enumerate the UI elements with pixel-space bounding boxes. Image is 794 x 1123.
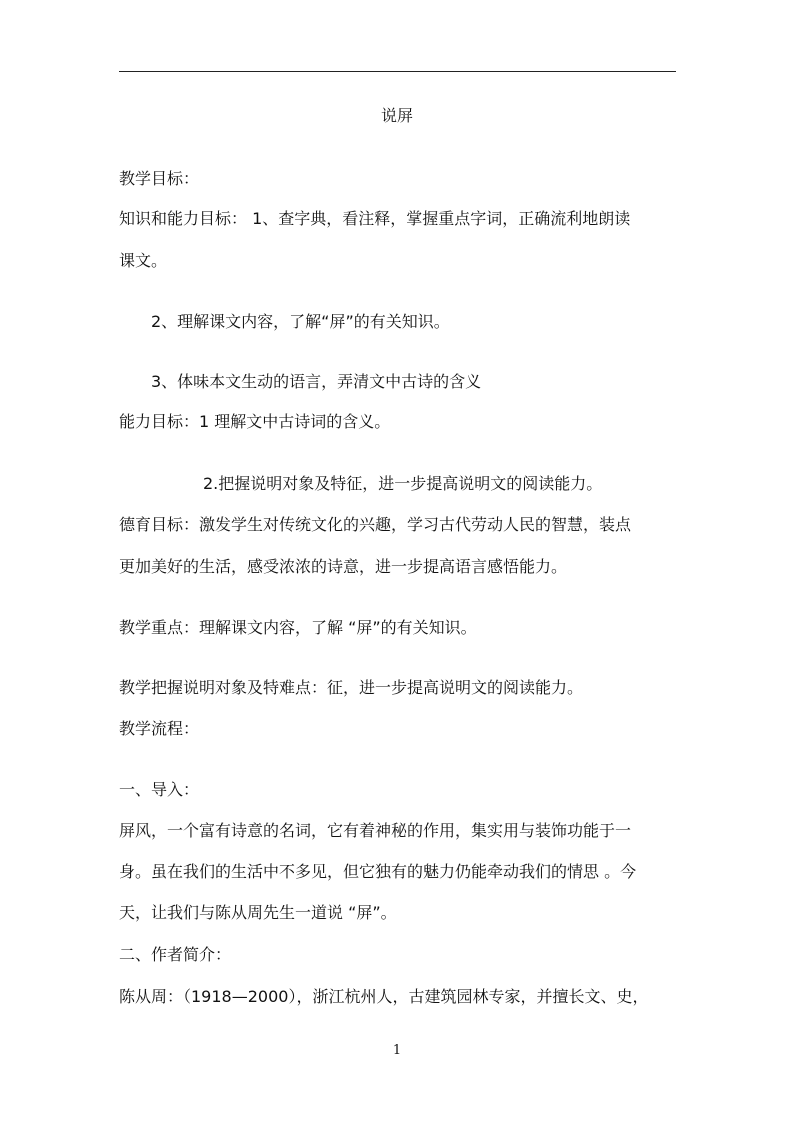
section-heading-teaching-flow: 教学流程： — [119, 719, 200, 738]
paragraph-line: 3、体味本文生动的语言，弄清文中古诗的含义 — [151, 372, 482, 391]
paragraph-line: 课文。 — [119, 251, 168, 270]
page-number: 1 — [392, 1043, 402, 1058]
paragraph-line: 屏风，一个富有诗意的名词，它有着神秘的作用，集实用与装饰功能于一 — [119, 821, 632, 840]
paragraph-line: 德育目标：激发学生对传统文化的兴趣，学习古代劳动人民的智慧，装点 — [119, 515, 632, 534]
header-rule — [119, 71, 676, 72]
paragraph-line: 天，让我们与陈从周先生一道说 “屏”。 — [119, 903, 397, 922]
paragraph-line: 身。虽在我们的生活中不多见，但它独有的魅力仍能牵动我们的情思 。今 — [119, 862, 637, 881]
section-heading-author: 二、作者简介： — [119, 945, 232, 964]
paragraph-line: 能力目标：1 理解文中古诗词的含义。 — [119, 412, 391, 431]
paragraph-line: 教学重点：理解课文内容，了解 “屏”的有关知识。 — [119, 618, 477, 637]
paragraph-line: 陈从周：（1918—2000），浙江杭州人，古建筑园林专家，并擅长文、史， — [119, 987, 649, 1006]
section-heading-intro: 一、导入： — [119, 780, 200, 799]
paragraph-line: 教学把握说明对象及特难点：征，进一步提高说明文的阅读能力。 — [119, 678, 584, 697]
paragraph-line: 知识和能力目标： 1、查字典，看注释，掌握重点字词，正确流利地朗读 — [119, 209, 631, 228]
paragraph-line: 2.把握说明对象及特征，进一步提高说明文的阅读能力。 — [203, 474, 603, 493]
paragraph-line: 2、理解课文内容，了解“屏”的有关知识。 — [151, 312, 450, 331]
paragraph-line: 更加美好的生活，感受浓浓的诗意，进一步提高语言感悟能力。 — [119, 557, 568, 576]
section-heading-teaching-goals: 教学目标： — [119, 169, 200, 188]
document-title: 说屏 — [380, 106, 413, 125]
